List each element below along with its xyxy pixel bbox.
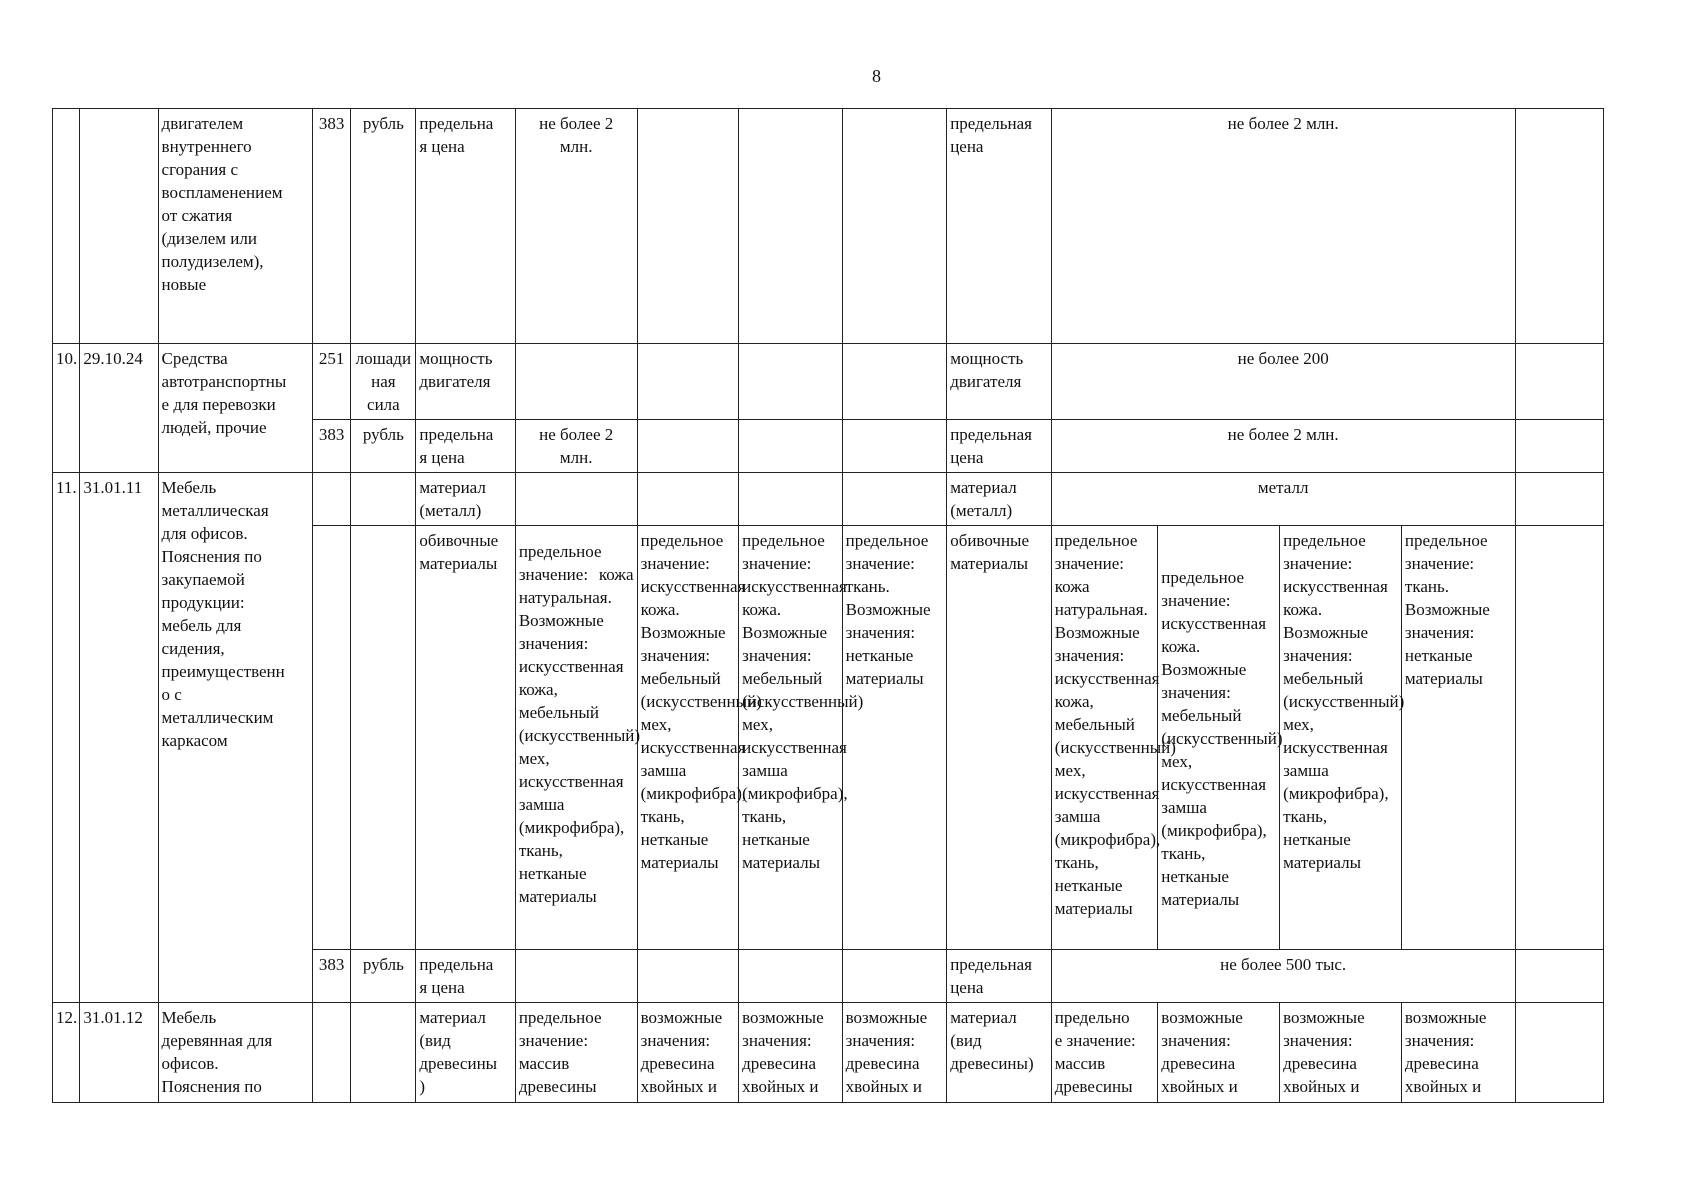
value-cell: предельное значение: массив древесины — [515, 1003, 637, 1103]
unit-name-cell: рубль — [351, 420, 416, 473]
justification-cell — [1515, 950, 1603, 1003]
value-cell — [637, 950, 739, 1003]
num-cell: 12. — [53, 1003, 80, 1103]
unit-code-cell: 383 — [312, 420, 351, 473]
unit-name-cell: рубль — [351, 950, 416, 1003]
approved-value-cell: не более 200 — [1051, 344, 1515, 420]
value-cell: не более 2 млн. — [515, 420, 637, 473]
approved-characteristic-cell: предельная цена — [947, 420, 1052, 473]
value-cell — [637, 344, 739, 420]
value-cell: предельное значение: кожа натуральная. Возможные значения: искусственная кожа, мебельный (искусственный) мех, искусственная замша (микрофибра), ткань, нетканые материалы — [515, 526, 637, 950]
unit-name-cell — [351, 526, 416, 950]
value-cell — [637, 109, 739, 344]
justification-cell — [1515, 344, 1603, 420]
unit-name-cell — [351, 1003, 416, 1103]
num-cell: 11. — [53, 473, 80, 1003]
justification-cell — [1515, 473, 1603, 526]
value-cell: предельное значение: ткань. Возможные значения: нетканые материалы — [842, 526, 947, 950]
justification-cell — [1515, 420, 1603, 473]
value-cell — [842, 420, 947, 473]
value-cell — [739, 473, 843, 526]
approved-value-cell: возможные значения: древесина хвойных и — [1158, 1003, 1280, 1103]
characteristic-cell: мощность двигателя — [416, 344, 515, 420]
value-cell: возможные значения: древесина хвойных и — [637, 1003, 739, 1103]
justification-cell — [1515, 1003, 1603, 1103]
page-number: 8 — [872, 66, 881, 86]
value-cell: возможные значения: древесина хвойных и — [842, 1003, 947, 1103]
characteristic-cell: предельна я цена — [416, 420, 515, 473]
table-row — [53, 109, 1604, 344]
characteristic-cell: предельна я цена — [416, 109, 515, 344]
table-row — [53, 473, 1604, 526]
value-cell — [739, 950, 843, 1003]
value-cell — [739, 420, 843, 473]
approved-value-cell: не более 2 млн. — [1051, 109, 1515, 344]
product-name-cell: двигателем внутреннего сгорания с воспламенением от сжатия (дизелем или полудизелем), новые — [158, 109, 312, 344]
unit-code-cell — [312, 526, 351, 950]
approved-characteristic-cell: обивочные материалы — [947, 526, 1052, 950]
approved-value-cell: возможные значения: древесина хвойных и — [1401, 1003, 1515, 1103]
approved-characteristic-cell: мощность двигателя — [947, 344, 1052, 420]
approved-value-cell: предельно е значение: массив древесины — [1051, 1003, 1158, 1103]
value-cell — [515, 473, 637, 526]
approved-value-cell: не более 500 тыс. — [1051, 950, 1515, 1003]
value-cell — [515, 950, 637, 1003]
value-cell — [842, 473, 947, 526]
unit-code-cell: 251 — [312, 344, 351, 420]
value-cell: предельное значение: искусственная кожа. Возможные значения: мебельный (искусственный) мех, искусственная замша (микрофибра), ткань, нетканые материалы — [637, 526, 739, 950]
approved-value-cell: металл — [1051, 473, 1515, 526]
product-name-cell: Мебель деревянная для офисов. Пояснения по — [158, 1003, 312, 1103]
product-name-cell: Средства автотранспортны е для перевозки людей, прочие — [158, 344, 312, 473]
justification-cell — [1515, 109, 1603, 344]
justification-cell — [1515, 526, 1603, 950]
num-cell: 10. — [53, 344, 80, 473]
value-cell — [637, 420, 739, 473]
okpd-cell: 31.01.12 — [80, 1003, 158, 1103]
okpd-cell — [80, 109, 158, 344]
characteristic-cell: материал (металл) — [416, 473, 515, 526]
unit-name-cell — [351, 473, 416, 526]
characteristic-cell: обивочные материалы — [416, 526, 515, 950]
okpd-cell: 31.01.11 — [80, 473, 158, 1003]
unit-code-cell — [312, 1003, 351, 1103]
unit-name-cell: рубль — [351, 109, 416, 344]
approved-value-cell: не более 2 млн. — [1051, 420, 1515, 473]
approved-value-cell: предельное значение: искусственная кожа. Возможные значения: мебельный (искусственный) мех, искусственная замша (микрофибра), ткань, нетканые материалы — [1158, 526, 1280, 950]
approved-characteristic-cell: материал (металл) — [947, 473, 1052, 526]
approved-characteristic-cell: предельная цена — [947, 109, 1052, 344]
value-cell — [739, 344, 843, 420]
approved-characteristic-cell: материал (вид древесины) — [947, 1003, 1052, 1103]
value-cell — [842, 950, 947, 1003]
okpd-cell: 29.10.24 — [80, 344, 158, 473]
value-cell — [842, 344, 947, 420]
approved-value-cell: возможные значения: древесина хвойных и — [1280, 1003, 1402, 1103]
unit-code-cell: 383 — [312, 950, 351, 1003]
approved-characteristic-cell: предельная цена — [947, 950, 1052, 1003]
approved-value-cell: предельное значение: кожа натуральная. Возможные значения: искусственная кожа, мебельный (искусственный) мех, искусственная замша (микрофибра), ткань, нетканые материалы — [1051, 526, 1158, 950]
value-cell — [637, 473, 739, 526]
approved-value-cell: предельное значение: искусственная кожа. Возможные значения: мебельный (искусственный) мех, искусственная замша (микрофибра), ткань, нетканые материалы — [1280, 526, 1402, 950]
characteristic-cell: материал (вид древесины ) — [416, 1003, 515, 1103]
value-cell: предельное значение: искусственная кожа. Возможные значения: мебельный (искусственный) мех, искусственная замша (микрофибра), ткань, нетканые материалы — [739, 526, 843, 950]
approved-value-cell: предельное значение: ткань. Возможные значения: нетканые материалы — [1401, 526, 1515, 950]
characteristic-cell: предельна я цена — [416, 950, 515, 1003]
value-cell: не более 2 млн. — [515, 109, 637, 344]
value-cell — [515, 344, 637, 420]
table-row — [53, 344, 1604, 420]
num-cell — [53, 109, 80, 344]
value-cell — [842, 109, 947, 344]
value-cell: возможные значения: древесина хвойных и — [739, 1003, 843, 1103]
unit-code-cell: 383 — [312, 109, 351, 344]
value-cell — [739, 109, 843, 344]
table-row — [53, 1003, 1604, 1103]
requirements-table — [52, 108, 1604, 1103]
unit-code-cell — [312, 473, 351, 526]
product-name-cell: Мебель металлическая для офисов. Пояснения по закупаемой продукции: мебель для сидения, преимущественн о с металлическим каркасом — [158, 473, 312, 1003]
unit-name-cell: лошади ная сила — [351, 344, 416, 420]
